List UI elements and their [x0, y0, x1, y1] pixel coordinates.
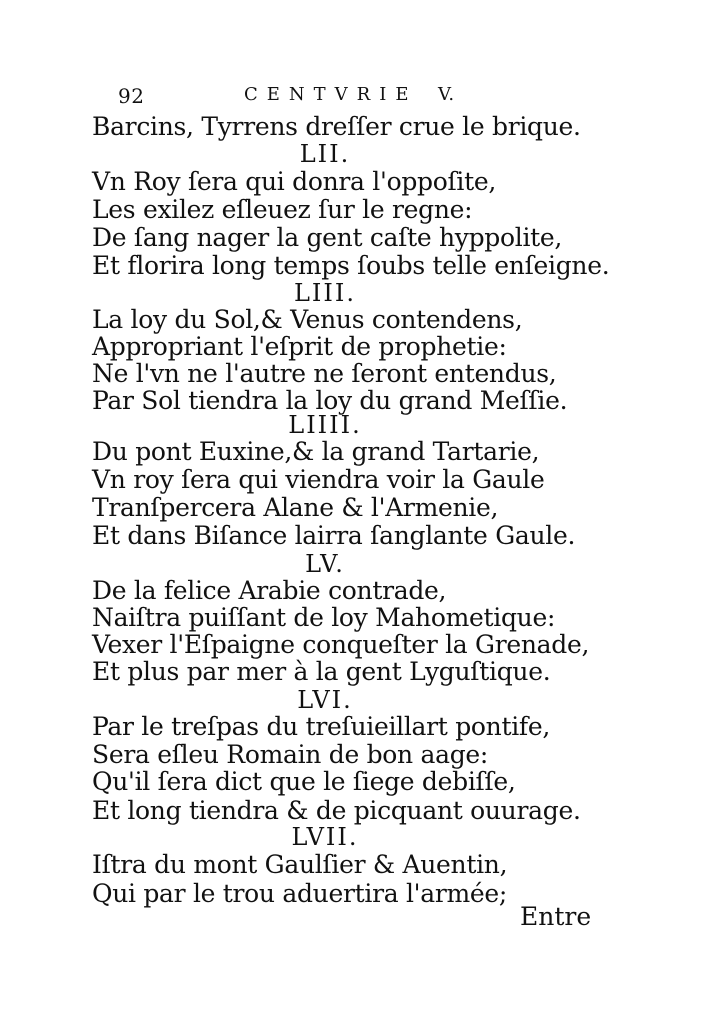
verse-line: Qu'il ſera dict que le ſiege debiſſe,	[92, 767, 516, 796]
verse-line: Vexer l'Eſpaigne conqueſter la Grenade,	[92, 630, 590, 659]
verse-line: Appropriant l'eſprit de prophetie:	[92, 332, 507, 361]
verse-line: Et dans Biſance lairra ſanglante Gaule.	[92, 521, 576, 550]
verse-line: De la felice Arabie contrade,	[92, 576, 447, 605]
verse-line: Et plus par mer à la gent Lyguſtique.	[92, 657, 551, 686]
verse-line: Vn Roy ſera qui donra l'oppoſite,	[92, 167, 497, 196]
verse-line: Les exilez eſleuez ſur le regne:	[92, 195, 473, 224]
verse-line: Du pont Euxine,& la grand Tartarie,	[92, 437, 540, 466]
quatrain-numeral: LIIII.	[288, 411, 362, 439]
verse-line: De ſang nager la gent caſte hyppolite,	[92, 223, 563, 252]
running-head: CENTVRIE	[244, 84, 418, 105]
verse-line: Qui par le trou aduertira l'armée;	[92, 879, 508, 908]
page-header	[118, 84, 478, 108]
running-head-suffix: V.	[438, 84, 455, 105]
page-number: 92	[118, 84, 145, 108]
verse-line: La loy du Sol,& Venus contendens,	[92, 305, 523, 334]
verse-line: Et florira long temps ſoubs telle enſeigne.	[92, 251, 610, 280]
quatrain-numeral: LVII.	[291, 823, 359, 851]
quatrain-numeral: LIII.	[293, 279, 356, 307]
verse-line: Tranſpercera Alane & l'Armenie,	[92, 493, 499, 522]
quatrain-numeral: LV.	[305, 550, 345, 578]
verse-line: Vn roy ſera qui viendra voir la Gaule	[92, 465, 545, 494]
catchword: Entre	[520, 902, 592, 931]
verse-line: Et long tiendra & de picquant ouurage.	[92, 796, 581, 825]
quatrain-numeral: LVI.	[297, 686, 353, 714]
verse-line: Iſtra du mont Gaulſier & Auentin,	[92, 850, 508, 879]
verse-line: Ne l'vn ne l'autre ne ſeront entendus,	[92, 359, 557, 388]
verse-line: Sera eſleu Romain de bon aage:	[92, 740, 489, 769]
verse-line: Naiſtra puiſſant de loy Mahometique:	[92, 603, 556, 632]
quatrain-numeral: LII.	[299, 140, 351, 168]
verse-line: Par Sol tiendra la loy du grand Meſſie.	[92, 386, 568, 415]
verse-line: Par le treſpas du treſuieillart pontife,	[92, 712, 550, 741]
opening-line: Barcins, Tyrrens dreſſer crue le brique.	[92, 112, 581, 141]
